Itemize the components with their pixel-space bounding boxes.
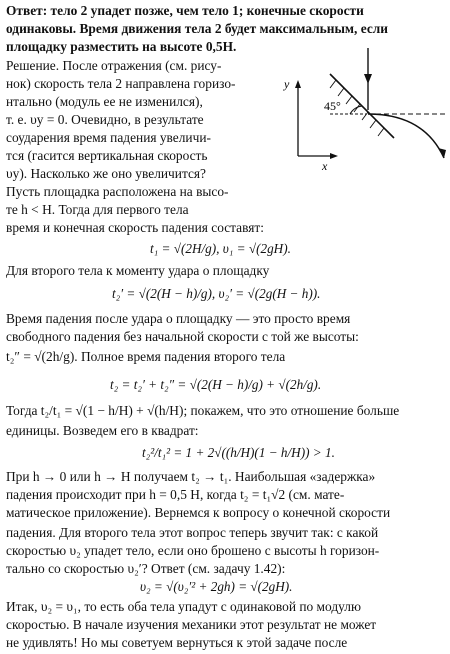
angle-label: 45° bbox=[324, 99, 341, 113]
parabolic-trajectory bbox=[368, 114, 444, 158]
solution-line-18: падения происходит при h = 0,5 H, когда t₂ = t₁√2 (см. мате- bbox=[6, 487, 345, 502]
solution-line-3: нтально (модуль ее не изменился), bbox=[6, 94, 203, 109]
solution-line-8: Пусть площадка расположена на высо- bbox=[6, 184, 229, 199]
y-axis-arrow-icon bbox=[295, 80, 301, 88]
formula-t2-total: t₂ = t₂′ + t₂″ = √(2(H − h)/g) + √(2h/g). bbox=[110, 377, 322, 392]
outgoing-arrow-icon bbox=[438, 148, 446, 158]
formula-v2: υ₂ = √(υ₂′² + 2gh) = √(2gH). bbox=[140, 579, 293, 594]
solution-line-24: скоростью. В начале изучения механики этот результат не может bbox=[6, 617, 377, 632]
solution-line-25: не удивлять! Но мы советуем вернуться к этой задаче после bbox=[6, 635, 348, 650]
solution-line-6: тся (гасится вертикальная скорость bbox=[6, 148, 208, 163]
solution-line-5: соударения время падения увеличи- bbox=[6, 130, 211, 145]
solution-line-1: Решение. После отражения (см. рису- bbox=[6, 58, 222, 73]
solution-line-23: Итак, υ₂ = υ₁, то есть оба тела упадут с одинаковой по модулю bbox=[6, 599, 361, 614]
solution-line-4: т. е. υy = 0. Очевидно, в результате bbox=[6, 112, 204, 127]
solution-line-12: Время падения после удара о площадку — это просто время bbox=[6, 311, 351, 326]
formula-ratio-squared: t₂²/t₁² = 1 + 2√((h/H)(1 − h/H)) > 1. bbox=[142, 445, 335, 460]
answer-line-1: Ответ: тело 2 упадет позже, чем тело 1; конечные скорости bbox=[6, 3, 364, 18]
formula-t2prime: t₂′ = √(2(H − h)/g), υ₂′ = √(2g(H − h)). bbox=[112, 286, 321, 301]
reflection-figure bbox=[264, 44, 450, 173]
solution-line-22: тально со скоростью υ₂′? Ответ (см. задачу 1.42): bbox=[6, 561, 286, 576]
solution-line-2: нок) скорость тела 2 направлена горизо- bbox=[6, 76, 236, 91]
solution-line-9: те h < H. Тогда для первого тела bbox=[6, 202, 189, 217]
solution-line-10: время и конечная скорость падения составят: bbox=[6, 220, 264, 235]
formula-t1-v1: t₁ = √(2H/g), υ₁ = √(2gH). bbox=[150, 241, 291, 256]
solution-line-15: Тогда t₂/t₁ = √(1 − h/H) + √(h/H); покажем, что это отношение больше bbox=[6, 403, 400, 418]
solution-line-11: Для второго тела к моменту удара о площадку bbox=[6, 263, 270, 278]
solution-line-14: t₂″ = √(2h/g). Полное время падения второго тела bbox=[6, 349, 286, 364]
solution-line-20: падения. Для второго тела этот вопрос теперь звучит так: с какой bbox=[6, 525, 379, 540]
incoming-arrow-icon bbox=[364, 74, 372, 84]
solution-line-13: свободного падения без начальной скорости с той же высоты: bbox=[6, 329, 359, 344]
solution-line-17: При h → 0 или h → H получаем t₂ → t₁. Наибольшая «задержка» bbox=[6, 469, 376, 484]
solution-line-7: υy). Насколько же оно увеличится? bbox=[6, 166, 207, 181]
x-axis-label: x bbox=[322, 159, 328, 173]
answer-line-3: площадку разместить на высоте 0,5H. bbox=[6, 39, 237, 54]
y-axis-label: y bbox=[284, 77, 290, 91]
solution-line-16: единицы. Возведем его в квадрат: bbox=[6, 423, 199, 438]
x-axis-arrow-icon bbox=[330, 153, 338, 159]
answer-line-2: одинаковы. Время движения тела 2 будет максимальным, если bbox=[6, 21, 389, 36]
solution-line-21: скоростью υ₂ упадет тело, если оно брошено с высоты h горизон- bbox=[6, 543, 380, 558]
solution-line-19: матическое приложение). Вернемся к вопросу о конечной скорости bbox=[6, 505, 391, 520]
